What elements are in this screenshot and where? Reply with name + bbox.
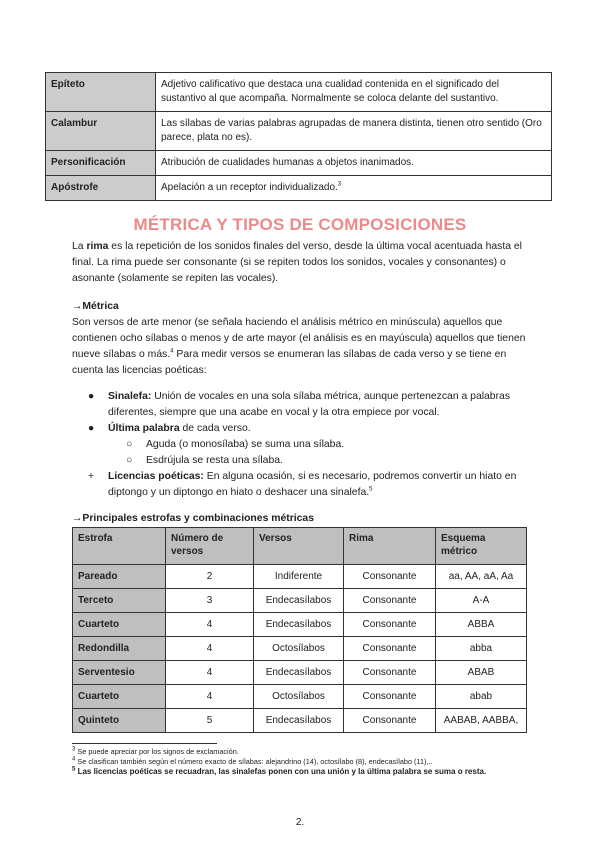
footnote-ref: 4	[170, 348, 174, 355]
text: Son versos de arte menor (se señala haciendo el análisis métrico en minúscula) aquellos que contienen ocho sílabas o menos y de arte mayor (el análisis es en mayúscula) aquellos que tienen nueve sílabas o más.	[72, 317, 526, 360]
table-cell: abab	[436, 685, 527, 709]
table-cell: Endecasílabos	[254, 661, 344, 685]
metrica-paragraph	[72, 315, 532, 379]
table-cell: Serventesio	[73, 661, 166, 685]
table-cell: Consonante	[344, 661, 436, 685]
term: Calambur	[46, 112, 156, 151]
footnote-number: 4	[72, 756, 76, 763]
table-row	[73, 661, 527, 685]
sub-list	[108, 437, 528, 469]
table-row	[73, 637, 527, 661]
text: Unión de vocales en una sola sílaba métrica, aunque pertenezcan a palabras diferentes, siempre que una acabe en vocal y la otra empiece por vocal.	[108, 391, 511, 418]
list-item	[126, 437, 528, 453]
estrofas-heading: →Principales estrofas y combinaciones métricas	[72, 513, 314, 524]
table-cell: Consonante	[344, 685, 436, 709]
table-cell: aa, AA, aA, Aa	[436, 565, 527, 589]
table-cell: abba	[436, 637, 527, 661]
metrica-heading: →Métrica	[72, 301, 119, 312]
footnotes	[72, 747, 542, 777]
column-header: Versos	[254, 528, 344, 565]
table-cell: Consonante	[344, 637, 436, 661]
table-cell: 4	[166, 613, 254, 637]
table-cell: 4	[166, 685, 254, 709]
table-cell: 4	[166, 661, 254, 685]
text: Esdrújula se resta una sílaba.	[146, 455, 283, 466]
table-row	[73, 613, 527, 637]
table-cell: Indiferente	[254, 565, 344, 589]
table-cell: 3	[166, 589, 254, 613]
table-cell: Consonante	[344, 613, 436, 637]
circle-bullet-icon: ○	[126, 455, 133, 466]
footnote	[72, 747, 542, 757]
footnote	[72, 767, 542, 777]
table-row	[73, 565, 527, 589]
footnote-divider	[72, 743, 217, 744]
text: Para medir versos se enumeran las sílabas de cada verso y se tiene en cuenta las licencias poéticas:	[72, 349, 507, 376]
table-cell: 4	[166, 637, 254, 661]
table-row	[46, 176, 552, 201]
list-item	[126, 453, 528, 469]
definition: Adjetivo calificativo que destaca una cualidad contenida en el significado del sustantivo al que acompaña. Normalmente se coloca delante del sustantivo.	[156, 73, 552, 112]
table-cell: Cuarteto	[73, 685, 166, 709]
rima-paragraph	[72, 239, 532, 287]
column-header: Número de versos	[166, 528, 254, 565]
page-number: 2.	[295, 817, 305, 828]
figures-table	[45, 72, 552, 201]
bold-term: Última palabra	[108, 423, 180, 434]
table-cell: Quinteto	[73, 709, 166, 733]
bold-term: Licencias poéticas:	[108, 471, 204, 482]
bold-term: Sinalefa:	[108, 391, 152, 402]
text: es la repetición de los sonidos finales del verso, desde la última vocal acentuada hasta el final. La rima puede ser consonante (si se repiten todos los sonidos, vocales y consonantes) o asonante (solamente se repiten las vocales).	[72, 241, 522, 284]
table-cell: Pareado	[73, 565, 166, 589]
table-row	[73, 685, 527, 709]
column-header: Esquema métrico	[436, 528, 527, 565]
table-cell: Octosílabos	[254, 637, 344, 661]
text: La	[72, 241, 87, 252]
section-title: MÉTRICA Y TIPOS DE COMPOSICIONES	[133, 215, 467, 234]
table-cell: Endecasílabos	[254, 709, 344, 733]
definition: Atribución de cualidades humanas a objetos inanimados.	[156, 151, 552, 176]
estrofas-table	[72, 527, 527, 733]
bullet-icon: ●	[88, 423, 95, 434]
table-cell: Terceto	[73, 589, 166, 613]
term: Apóstrofe	[46, 176, 156, 201]
column-header: Estrofa	[73, 528, 166, 565]
table-row	[46, 73, 552, 112]
table-cell: Consonante	[344, 589, 436, 613]
table-cell: Cuarteto	[73, 613, 166, 637]
table-cell: Octosílabos	[254, 685, 344, 709]
table-cell: A-A	[436, 589, 527, 613]
table-cell: AABAB, AABBA,	[436, 709, 527, 733]
bullet-icon: ●	[88, 391, 95, 402]
footnote	[72, 757, 542, 767]
text: Las licencias poéticas se recuadran, las sinalefas ponen con una unión y la última palabra se suma o resta.	[75, 767, 487, 776]
term: Personificación	[46, 151, 156, 176]
table-cell: ABAB	[436, 661, 527, 685]
list-item	[88, 469, 528, 501]
licencias-list	[88, 389, 528, 501]
table-cell: ABBA	[436, 613, 527, 637]
table-row	[46, 112, 552, 151]
text: de cada verso.	[179, 423, 251, 434]
table-header-row	[73, 528, 527, 565]
footnote-number: 5	[72, 766, 76, 773]
footnote-ref: 3	[337, 181, 342, 188]
text: Se clasifican también según el número exacto de sílabas: alejandrino (14), octosílabo (8), endecasílabo (11),..	[75, 757, 433, 766]
definition-text: Apelación a un receptor individualizado.	[161, 182, 338, 193]
list-item	[88, 421, 528, 469]
term: Epíteto	[46, 73, 156, 112]
table-cell: Endecasílabos	[254, 613, 344, 637]
table-cell: Endecasílabos	[254, 589, 344, 613]
definition	[156, 176, 552, 201]
footnote-ref: 5	[369, 486, 373, 493]
text: Aguda (o monosílaba) se suma una sílaba.	[146, 439, 345, 450]
table-cell: 5	[166, 709, 254, 733]
table-cell: Redondilla	[73, 637, 166, 661]
table-row	[46, 151, 552, 176]
table-cell: 2	[166, 565, 254, 589]
column-header: Rima	[344, 528, 436, 565]
list-item	[88, 389, 528, 421]
table-cell: Consonante	[344, 709, 436, 733]
text: En alguna ocasión, si es necesario, podremos convertir un hiato en diptongo y un diptongo en hiato o deshacer una sinalefa.	[108, 471, 517, 498]
table-cell: Consonante	[344, 565, 436, 589]
table-row	[73, 589, 527, 613]
footnote-number: 3	[72, 746, 76, 753]
definition: Las sílabas de varias palabras agrupadas de manera distinta, tienen otro sentido (Oro parece, plata no es).	[156, 112, 552, 151]
table-row	[73, 709, 527, 733]
bold-term: rima	[86, 241, 109, 252]
circle-bullet-icon: ○	[126, 439, 133, 450]
text: Se puede apreciar por los signos de exclamación.	[75, 747, 239, 756]
plus-bullet-icon: +	[88, 471, 95, 482]
